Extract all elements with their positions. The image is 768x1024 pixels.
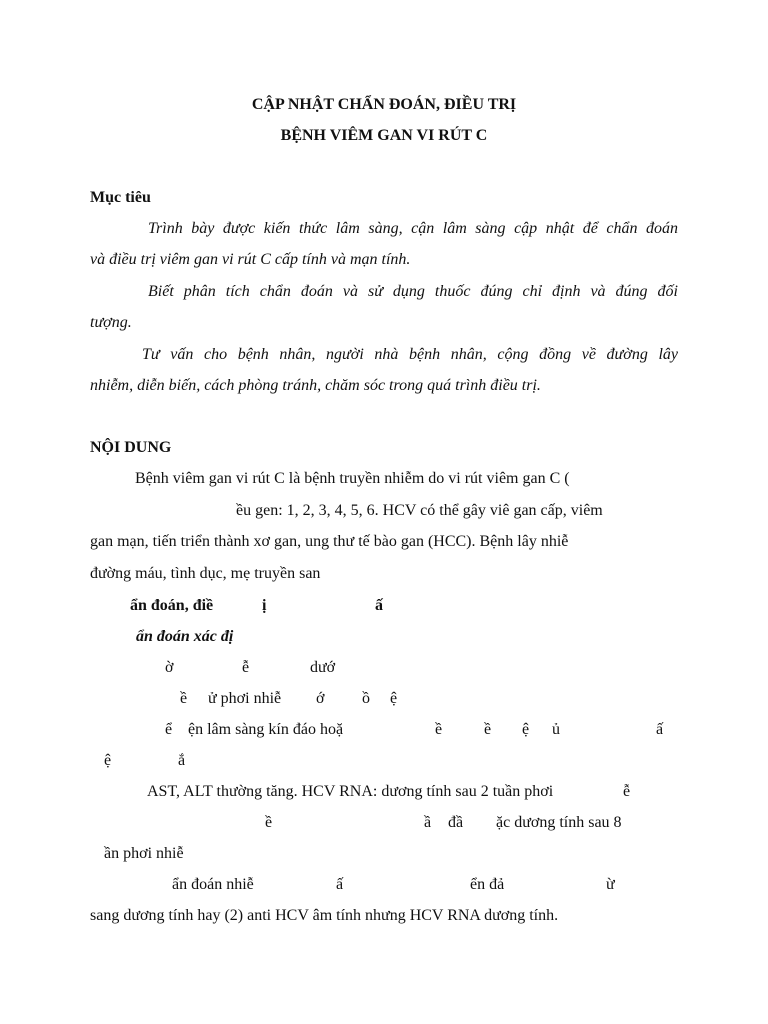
document-title-line-1: CẬP NHẬT CHẨN ĐOÁN, ĐIỀU TRỊ [251,96,517,113]
fragment-text: ể [165,721,173,738]
fragment-text: ấ [656,721,664,738]
fragment-text: ủ [552,721,560,738]
fragment-text: ử phơi nhiễ [208,690,282,707]
fragment-text: ề [435,721,443,738]
fragment-text: ần phơi nhiễ [104,845,184,862]
content-line-4: đường máu, tình dục, mẹ truyền san [90,565,321,582]
fragment-text: ẩn đoán, điề [130,597,214,614]
objective-1-line-2: và điều trị viêm gan vi rút C cấp tính và mạn tính. [90,251,411,268]
objective-3-line-1: Tư vấn cho bệnh nhân, người nhà bệnh nhân, cộng đồng về đường lây [142,346,678,363]
fragment-text: ấ [336,876,344,893]
fragment-text: ồ [362,690,370,707]
fragment-text: ện lâm sàng kín đáo hoặ [188,721,344,738]
fragment-text: ệ [104,752,112,769]
objective-3-line-2: nhiễm, diễn biến, cách phòng tránh, chăm sóc trong quá trình điều trị. [90,377,541,394]
fragment-text: ệ [522,721,530,738]
fragment-text: ển đả [470,876,505,893]
fragment-text: ề [265,814,273,831]
fragment-text: ắ [178,752,186,769]
content-line-last: sang dương tính hay (2) anti HCV âm tính nhưng HCV RNA dương tính. [90,907,559,924]
content-line-3: gan mạn, tiến triển thành xơ gan, ung thư tế bào gan (HCC). Bệnh lây nhiễ [90,533,569,550]
fragment-text: ệ [390,690,398,707]
objectives-heading: Mục tiêu [90,189,151,206]
fragment-text: ẩn đoán xác đị [136,628,234,645]
fragment-text: AST, ALT thường tăng. HCV RNA: dương tính sau 2 tuần phơi [147,783,554,800]
objective-2-line-1: Biết phân tích chẩn đoán và sử dụng thuốc đúng chỉ định và đúng đối [148,283,678,300]
fragment-text: ề [180,690,188,707]
fragment-text: ề [484,721,492,738]
fragment-text: ặc dương tính sau 8 [496,814,622,831]
fragment-text: ị [262,597,267,614]
content-line-1: Bệnh viêm gan vi rút C là bệnh truyền nhiễm do vi rút viêm gan C ( [135,470,570,487]
fragment-text: dướ [310,659,336,676]
fragment-text: ầ [424,814,432,831]
fragment-text: ấ [375,597,383,614]
document-title-line-2: BỆNH VIÊM GAN VI RÚT C [280,127,488,144]
content-heading: NỘI DUNG [90,439,172,456]
objective-2-line-2: tượng. [90,314,132,331]
fragment-text: ẩn đoán nhiễ [172,876,254,893]
fragment-text: đầ [448,814,464,831]
fragment-text: ờ [165,659,174,676]
fragment-text: ễ [623,783,631,800]
fragment-text: ễ [242,659,250,676]
fragment-text: ừ [606,876,615,893]
content-line-2: ều gen: 1, 2, 3, 4, 5, 6. HCV có thể gây viê gan cấp, viêm [236,502,603,519]
objective-1-line-1: Trình bày được kiến thức lâm sàng, cận lâm sàng cập nhật để chẩn đoán [148,220,678,237]
fragment-text: ớ [316,690,325,707]
